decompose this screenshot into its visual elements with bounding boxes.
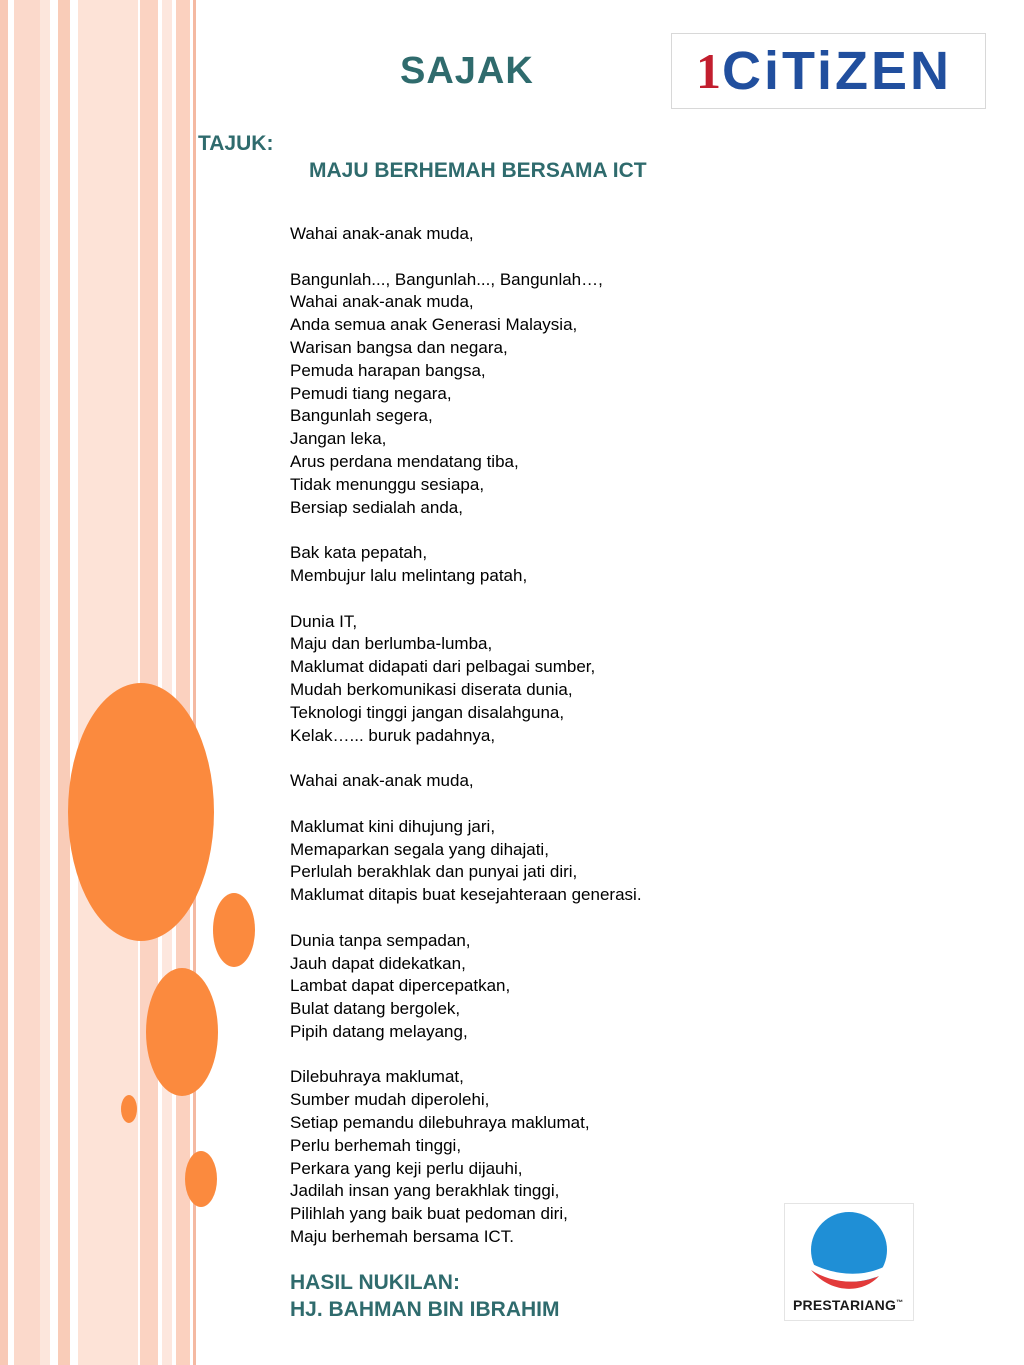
poem-line: Maklumat ditapis buat kesejahteraan generasi. [290,885,642,905]
decorative-stripes [0,0,200,1365]
stripe [58,0,70,1365]
poem-line: Maklumat kini dihujung jari, [290,816,496,836]
poem-line: Maju berhemah bersama ICT. [290,1227,514,1247]
poem-line: Perkara yang keji perlu dijauhi, [290,1158,523,1178]
author-block [290,1269,560,1323]
poem-stanza [290,816,770,907]
page-title: SAJAK [400,50,534,92]
topic-label: TAJUK: [198,132,274,155]
stripe [78,0,138,1365]
poem-stanza [290,269,770,520]
poem-line: Perlulah berakhlak dan punyai jati diri, [290,862,578,882]
stripe [40,0,50,1365]
poem-line: Anda semua anak Generasi Malaysia, [290,315,578,335]
poem-body [290,223,770,1272]
poem-line: Maklumat didapati dari pelbagai sumber, [290,657,596,677]
poem-line: Maju dan berlumba-lumba, [290,634,493,654]
stripe [14,0,40,1365]
poem-line: Arus perdana mendatang tiba, [290,451,519,471]
poem-stanza [290,611,770,748]
1citizen-logo [671,33,986,109]
poem-line: Sumber mudah diperolehi, [290,1090,490,1110]
poem-line: Perlu berhemah tinggi, [290,1135,462,1155]
stripe [162,0,172,1365]
author-name: HJ. BAHMAN BIN IBRAHIM [290,1298,560,1321]
poem-line: Bersiap sedialah anda, [290,497,463,517]
poem-line: Membujur lalu melintang patah, [290,565,528,585]
prestariang-wordmark: PRESTARIANG™ [793,1297,904,1313]
decorative-circle [68,683,214,941]
topic-title: MAJU BERHEMAH BERSAMA ICT [309,159,647,182]
decorative-circle [121,1095,137,1123]
logo-word: CiTiZEN [722,41,953,101]
poem-line: Wahai anak-anak muda, [290,224,474,243]
poem-line: Lambat dapat dipercepatkan, [290,976,511,996]
logo-numeral: 1 [696,43,721,99]
prestariang-logo [784,1203,914,1321]
poem-line: Wahai anak-anak muda, [290,292,474,312]
poem-line: Pipih datang melayang, [290,1021,468,1041]
stripe [0,0,8,1365]
poem-line: Wahai anak-anak muda, [290,771,474,791]
poem-line: Dilebuhraya maklumat, [290,1067,464,1087]
decorative-circle [146,968,218,1096]
poem-stanza [290,223,770,246]
poem-line: Warisan bangsa dan negara, [290,337,508,357]
poem-stanza [290,930,770,1044]
poem-line: Setiap pemandu dilebuhraya maklumat, [290,1113,590,1133]
decorative-circle [185,1151,217,1207]
poem-line: Bulat datang bergolek, [290,999,461,1019]
poem-line: Jadilah insan yang berakhlak tinggi, [290,1181,560,1201]
poem-line: Teknologi tinggi jangan disalahguna, [290,702,565,722]
poem-line: Pilihlah yang baik buat pedoman diri, [290,1204,568,1224]
poem-line: Kelak…... buruk padahnya, [290,725,496,745]
poem-line: Pemudi tiang negara, [290,383,452,403]
poem-line: Bangunlah segera, [290,406,433,426]
poem-stanza [290,1066,770,1248]
author-label: HASIL NUKILAN: [290,1271,460,1294]
poem-line: Bak kata pepatah, [290,543,428,563]
poem-line: Pemuda harapan bangsa, [290,360,486,380]
poem-line: Bangunlah..., Bangunlah..., Bangunlah…, [290,269,603,289]
poem-stanza [290,770,770,793]
poem-line: Dunia tanpa sempadan, [290,930,471,950]
poem-line: Mudah berkomunikasi diserata dunia, [290,679,573,699]
poem-line: Jauh dapat didekatkan, [290,953,466,973]
decorative-circle [213,893,255,967]
poem-line: Memaparkan segala yang dihajati, [290,839,549,859]
prestariang-globe-icon [805,1210,893,1296]
poem-line: Jangan leka, [290,429,387,449]
poem-line: Dunia IT, [290,611,358,631]
poem-line: Tidak menunggu sesiapa, [290,474,485,494]
poem-stanza [290,542,770,588]
